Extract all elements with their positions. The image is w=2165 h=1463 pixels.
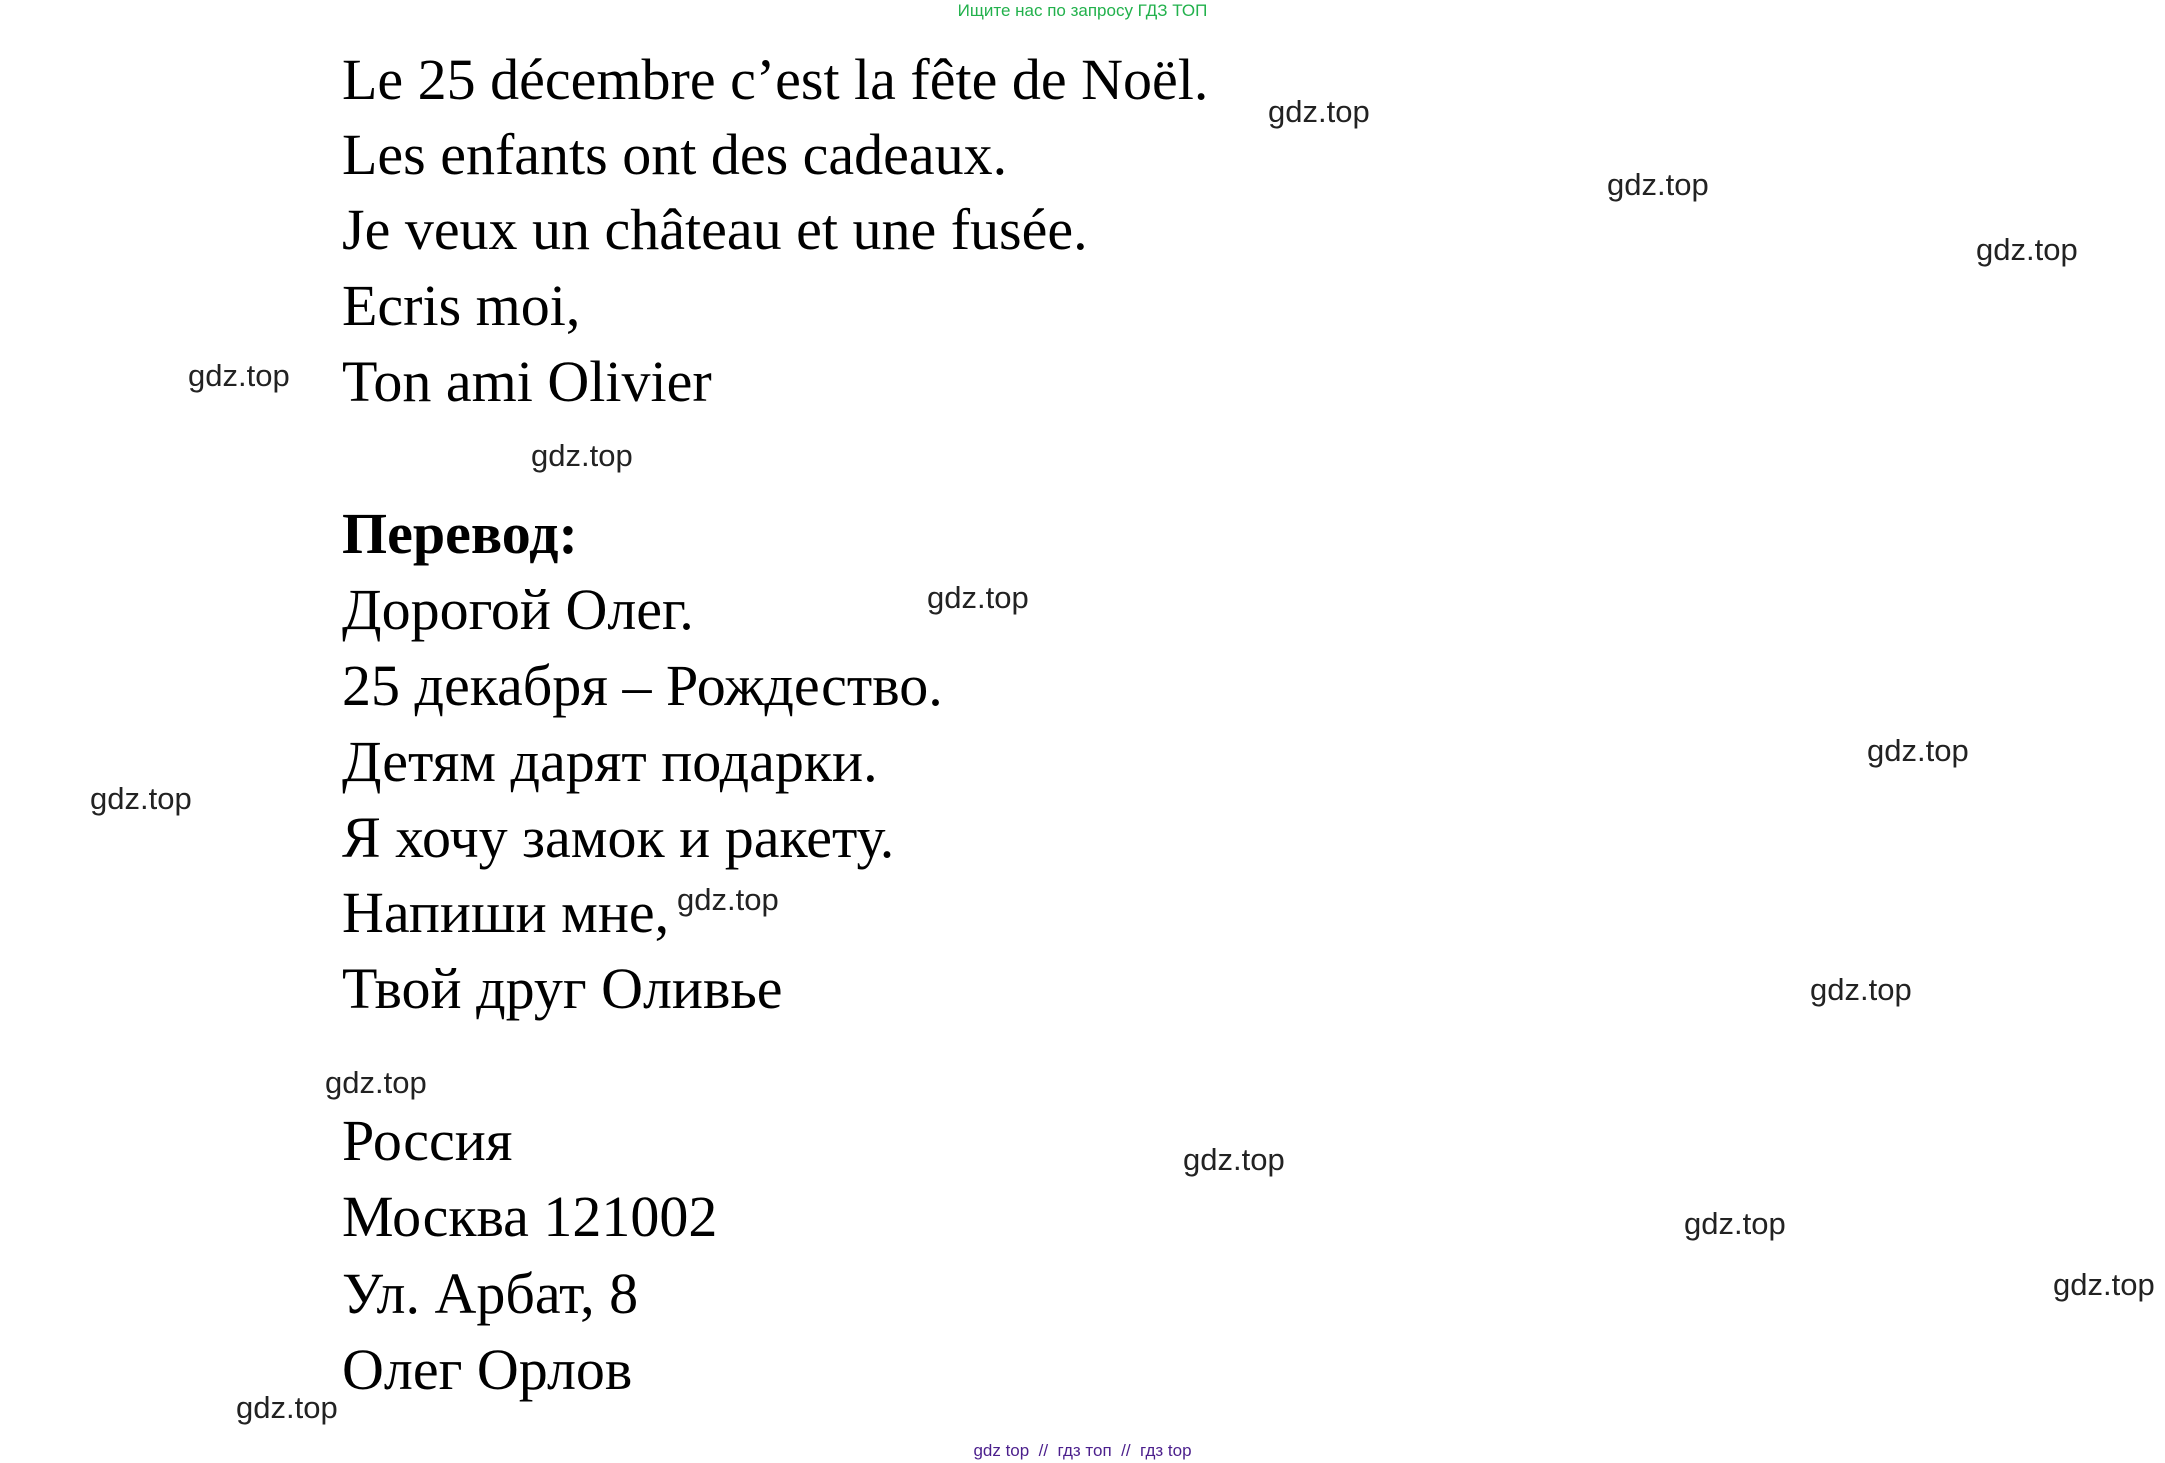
- top-banner: Ищите нас по запросу ГДЗ ТОП: [957, 1, 1208, 20]
- french-line-5: Ton ami Olivier: [342, 349, 712, 414]
- watermark: gdz.top: [90, 781, 192, 816]
- watermark: gdz.top: [927, 580, 1029, 615]
- address-line-2: Москва 121002: [342, 1184, 718, 1249]
- translation-line-6: Твой друг Оливье: [342, 956, 783, 1021]
- translation-line-1: Дорогой Олег.: [342, 577, 694, 642]
- watermark: gdz.top: [1268, 94, 1370, 129]
- watermark: gdz.top: [531, 438, 633, 473]
- watermark: gdz.top: [2053, 1267, 2155, 1302]
- french-line-4: Ecris moi,: [342, 273, 581, 338]
- address-line-3: Ул. Арбат, 8: [342, 1261, 639, 1326]
- watermark: gdz.top: [1183, 1142, 1285, 1177]
- watermark: gdz.top: [1976, 232, 2078, 267]
- footer-watermark: gdz top // гдз топ // гдз top: [973, 1441, 1192, 1460]
- watermark: gdz.top: [236, 1390, 338, 1425]
- watermark: gdz.top: [677, 882, 779, 917]
- address-line-4: Олег Орлов: [342, 1337, 633, 1402]
- french-line-2: Les enfants ont des cadeaux.: [342, 122, 1008, 187]
- translation-line-5: Напиши мне,: [342, 880, 670, 945]
- watermark: gdz.top: [1810, 972, 1912, 1007]
- french-line-3: Je veux un château et une fusée.: [342, 197, 1088, 262]
- watermark: gdz.top: [1684, 1206, 1786, 1241]
- translation-line-2: 25 декабря – Рождество.: [342, 653, 943, 718]
- watermark: gdz.top: [188, 358, 290, 393]
- watermark: gdz.top: [1867, 733, 1969, 768]
- translation-line-3: Детям дарят подарки.: [342, 729, 878, 794]
- translation-line-4: Я хочу замок и ракету.: [342, 805, 895, 870]
- watermark: gdz.top: [325, 1065, 427, 1100]
- french-line-1: Le 25 décembre c’est la fête de Noël.: [342, 47, 1209, 112]
- address-line-1: Россия: [342, 1108, 513, 1173]
- watermark: gdz.top: [1607, 167, 1709, 202]
- translation-heading: Перевод:: [342, 501, 578, 566]
